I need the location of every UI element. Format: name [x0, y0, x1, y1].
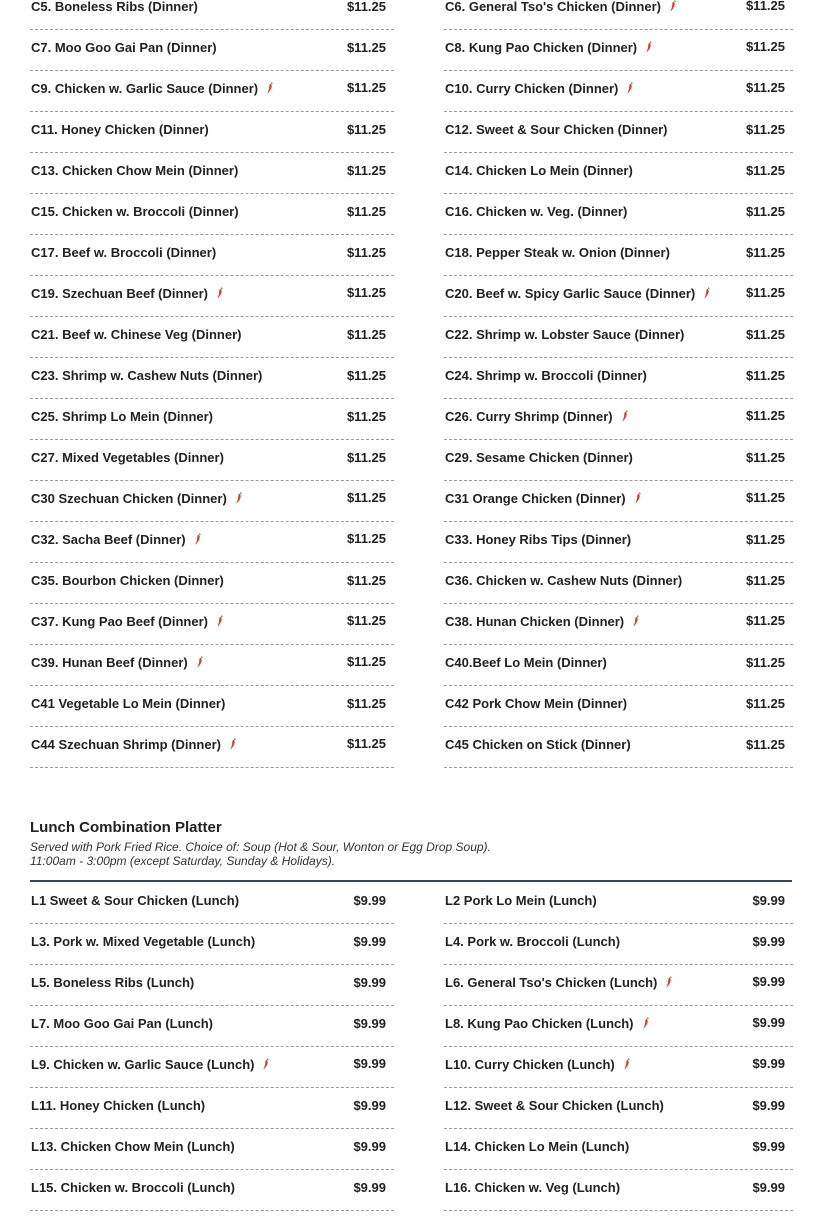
menu-item-price: $9.99	[752, 1180, 785, 1195]
menu-item[interactable]	[444, 276, 793, 317]
menu-item-name[interactable]	[31, 81, 274, 96]
menu-item-name-text: C41 Vegetable Lo Mein (Dinner)	[31, 696, 226, 711]
menu-row	[30, 0, 793, 30]
menu-item-price: $11.25	[346, 450, 386, 465]
menu-item[interactable]	[30, 440, 394, 481]
menu-item-name[interactable]	[445, 614, 640, 629]
menu-item-price: $11.25	[745, 39, 785, 54]
menu-row	[30, 522, 793, 563]
menu-item-name-text: C11. Honey Chicken (Dinner)	[31, 122, 209, 137]
menu-row	[30, 30, 793, 71]
menu-row	[30, 604, 793, 645]
menu-item[interactable]	[30, 522, 394, 563]
menu-item[interactable]	[444, 1047, 793, 1088]
menu-item-price: $11.25	[346, 0, 386, 14]
menu-item-price: $11.25	[745, 163, 785, 178]
menu-item-price: $11.25	[745, 408, 785, 423]
menu-item-name[interactable]	[445, 934, 620, 949]
menu-item-price: $11.25	[745, 490, 785, 505]
menu-item[interactable]	[444, 317, 793, 358]
menu-item-name[interactable]	[445, 1016, 650, 1031]
menu-item-name[interactable]	[445, 368, 647, 383]
menu-item-name[interactable]	[445, 893, 597, 908]
menu-item-name-text: C24. Shrimp w. Broccoli (Dinner)	[445, 368, 647, 383]
menu-item-price: $9.99	[353, 1139, 386, 1154]
menu-item-name-text: L10. Curry Chicken (Lunch)	[445, 1057, 615, 1072]
lunch-section-title: Lunch Combination Platter	[30, 819, 222, 836]
menu-item-name-text: C22. Shrimp w. Lobster Sauce (Dinner)	[445, 327, 685, 342]
menu-item[interactable]	[30, 153, 394, 194]
chili-pepper-icon	[642, 1017, 650, 1029]
menu-item-name[interactable]	[445, 975, 673, 990]
menu-item-price: $11.25	[346, 40, 386, 55]
menu-item-name-text: C45 Chicken on Stick (Dinner)	[445, 737, 631, 752]
menu-item[interactable]	[444, 481, 793, 522]
menu-item-name[interactable]	[445, 696, 627, 711]
menu-item-name-text: C40.Beef Lo Mein (Dinner)	[445, 655, 607, 670]
menu-item[interactable]	[30, 112, 394, 153]
menu-item-name-text: C8. Kung Pao Chicken (Dinner)	[445, 40, 638, 55]
menu-item-price: $9.99	[353, 1016, 386, 1031]
menu-item[interactable]	[30, 71, 394, 112]
menu-item[interactable]	[444, 71, 793, 112]
menu-item-price: $9.99	[752, 1056, 785, 1071]
menu-item-name-text: C7. Moo Goo Gai Pan (Dinner)	[31, 40, 217, 55]
menu-item-price: $11.25	[346, 409, 386, 424]
menu-item[interactable]	[444, 965, 793, 1006]
menu-item-name-text: C44 Szechuan Shrimp (Dinner)	[31, 737, 221, 752]
menu-item[interactable]	[444, 563, 793, 604]
menu-item-name[interactable]	[445, 491, 642, 506]
menu-item-name-text: C6. General Tso's Chicken (Dinner)	[445, 0, 661, 14]
menu-item-price: $11.25	[745, 655, 785, 670]
menu-item[interactable]	[444, 112, 793, 153]
menu-item-price: $11.25	[745, 122, 785, 137]
menu-item-price: $11.25	[346, 204, 386, 219]
menu-item-price: $11.25	[346, 736, 386, 751]
menu-item-price: $11.25	[745, 532, 785, 547]
menu-item[interactable]	[30, 1006, 394, 1047]
menu-item-price: $9.99	[752, 1139, 785, 1154]
chili-pepper-icon	[235, 492, 243, 504]
menu-item-name-text: C31 Orange Chicken (Dinner)	[445, 491, 626, 506]
menu-item-name-text: C9. Chicken w. Garlic Sauce (Dinner)	[31, 81, 259, 96]
menu-item[interactable]	[30, 1088, 394, 1129]
menu-item-name[interactable]	[445, 286, 711, 301]
menu-item-name-text: C20. Beef w. Spicy Garlic Sauce (Dinner)	[445, 286, 696, 301]
menu-item-name-text: C16. Chicken w. Veg. (Dinner)	[445, 204, 628, 219]
menu-item-price: $9.99	[752, 974, 785, 989]
menu-item[interactable]	[30, 1129, 394, 1170]
menu-item-price: $11.25	[745, 80, 785, 95]
menu-row	[30, 317, 793, 358]
menu-item-name[interactable]	[31, 1057, 270, 1072]
menu-item[interactable]	[444, 645, 793, 686]
menu-item-name[interactable]	[31, 655, 204, 670]
menu-item[interactable]	[30, 924, 394, 965]
menu-item[interactable]	[30, 0, 394, 30]
menu-item-price: $11.25	[346, 531, 386, 546]
menu-item-price: $9.99	[353, 975, 386, 990]
menu-row	[30, 71, 793, 112]
menu-item-name[interactable]	[445, 1098, 664, 1113]
menu-item-name-text: C10. Curry Chicken (Dinner)	[445, 81, 619, 96]
menu-item[interactable]	[444, 727, 793, 768]
menu-row	[30, 399, 793, 440]
menu-item-name[interactable]	[31, 491, 243, 506]
menu-item[interactable]	[444, 235, 793, 276]
menu-item-name-text: C37. Kung Pao Beef (Dinner)	[31, 614, 208, 629]
menu-item[interactable]	[444, 522, 793, 563]
menu-item-price: $9.99	[353, 1098, 386, 1113]
menu-row	[30, 965, 793, 1006]
menu-item-name-text: C33. Honey Ribs Tips (Dinner)	[445, 532, 632, 547]
menu-item-price: $11.25	[745, 737, 785, 752]
menu-item-name[interactable]	[445, 737, 631, 752]
menu-item-name[interactable]	[445, 1057, 631, 1072]
menu-item-name-text: C27. Mixed Vegetables (Dinner)	[31, 450, 224, 465]
chili-pepper-icon	[665, 976, 673, 988]
menu-item-name[interactable]	[445, 1139, 629, 1154]
menu-item-name-text: C32. Sacha Beef (Dinner)	[31, 532, 186, 547]
menu-item[interactable]	[30, 727, 394, 768]
menu-row	[30, 440, 793, 481]
menu-item-price: $11.25	[745, 613, 785, 628]
menu-item[interactable]	[30, 481, 394, 522]
chili-pepper-icon	[623, 1058, 631, 1070]
menu-item-name[interactable]	[445, 327, 684, 342]
menu-item-name-text: C36. Chicken w. Cashew Nuts (Dinner)	[445, 573, 683, 588]
menu-item-name-text: L5. Boneless Ribs (Lunch)	[31, 975, 195, 990]
menu-item[interactable]	[444, 1129, 793, 1170]
menu-row	[30, 645, 793, 686]
menu-item[interactable]	[30, 317, 394, 358]
menu-item-price: $9.99	[752, 893, 785, 908]
menu-item-price: $11.25	[745, 450, 785, 465]
menu-item-price: $11.25	[745, 0, 785, 13]
menu-item-name[interactable]	[31, 737, 237, 752]
menu-item[interactable]	[444, 30, 793, 71]
menu-item[interactable]	[30, 276, 394, 317]
menu-item-name[interactable]	[31, 1139, 235, 1154]
menu-item-name-text: L13. Chicken Chow Mein (Lunch)	[31, 1139, 235, 1154]
menu-item-name[interactable]	[445, 122, 668, 137]
menu-item-price: $11.25	[346, 327, 386, 342]
menu-row	[30, 1006, 793, 1047]
menu-item-name[interactable]	[445, 245, 670, 260]
menu-item-name[interactable]	[31, 0, 198, 14]
menu-item[interactable]	[444, 0, 793, 30]
menu-item-name-text: L7. Moo Goo Gai Pan (Lunch)	[31, 1016, 213, 1031]
menu-item-price: $9.99	[752, 934, 785, 949]
menu-item-name-text: L1 Sweet & Sour Chicken (Lunch)	[31, 893, 240, 908]
menu-item-price: $11.25	[346, 613, 386, 628]
menu-item-price: $11.25	[346, 696, 386, 711]
menu-item-name-text: L15. Chicken w. Broccoli (Lunch)	[31, 1180, 235, 1195]
menu-row	[30, 153, 793, 194]
menu-item-name-text: C12. Sweet & Sour Chicken (Dinner)	[445, 122, 668, 137]
menu-item-price: $9.99	[752, 1098, 785, 1113]
menu-item-name-text: L11. Honey Chicken (Lunch)	[31, 1098, 206, 1113]
menu-row	[30, 112, 793, 153]
menu-item-price: $11.25	[346, 122, 386, 137]
menu-item-name-text: C35. Bourbon Chicken (Dinner)	[31, 573, 224, 588]
menu-item-price: $11.25	[346, 573, 386, 588]
menu-item-name-text: L14. Chicken Lo Mein (Lunch)	[445, 1139, 630, 1154]
menu-item-name-text: L6. General Tso's Chicken (Lunch)	[445, 975, 658, 990]
menu-item-name[interactable]	[445, 655, 607, 670]
menu-item-name[interactable]	[31, 204, 239, 219]
menu-item-name[interactable]	[31, 532, 202, 547]
menu-item[interactable]	[30, 965, 394, 1006]
menu-item[interactable]	[444, 194, 793, 235]
menu-item[interactable]	[30, 30, 394, 71]
chili-pepper-icon	[194, 533, 202, 545]
menu-item-name[interactable]	[31, 286, 224, 301]
menu-item[interactable]	[30, 399, 394, 440]
menu-item-name[interactable]	[445, 1180, 620, 1195]
menu-item-name[interactable]	[31, 450, 224, 465]
menu-item-price: $11.25	[346, 368, 386, 383]
chili-pepper-icon	[634, 492, 642, 504]
menu-item-price: $9.99	[353, 1056, 386, 1071]
menu-item-price: $11.25	[745, 204, 785, 219]
menu-item-name-text: C15. Chicken w. Broccoli (Dinner)	[31, 204, 239, 219]
menu-item[interactable]	[444, 358, 793, 399]
menu-item-price: $11.25	[346, 654, 386, 669]
menu-item[interactable]	[444, 604, 793, 645]
menu-row	[30, 1047, 793, 1088]
menu-item[interactable]	[444, 883, 793, 924]
menu-item[interactable]	[30, 1047, 394, 1088]
menu-item[interactable]	[30, 194, 394, 235]
lunch-section-description	[30, 840, 491, 868]
menu-item-name-text: C5. Boneless Ribs (Dinner)	[31, 0, 198, 14]
menu-item[interactable]	[444, 399, 793, 440]
menu-item[interactable]	[30, 1170, 394, 1211]
menu-item-price: $11.25	[346, 490, 386, 505]
menu-item-price: $11.25	[745, 696, 785, 711]
menu-item[interactable]	[444, 1088, 793, 1129]
menu-item-name[interactable]	[445, 532, 631, 547]
menu-item[interactable]	[30, 563, 394, 604]
menu-item-price: $11.25	[745, 573, 785, 588]
menu-row	[30, 686, 793, 727]
menu-item-name[interactable]	[31, 122, 209, 137]
menu-item-name[interactable]	[31, 1180, 235, 1195]
menu-item-name-text: C26. Curry Shrimp (Dinner)	[445, 409, 613, 424]
menu-item-name-text: C38. Hunan Chicken (Dinner)	[445, 614, 625, 629]
menu-item-name-text: C29. Sesame Chicken (Dinner)	[445, 450, 633, 465]
menu-item-name-text: L2 Pork Lo Mein (Lunch)	[445, 893, 597, 908]
menu-item-name[interactable]	[31, 163, 238, 178]
menu-row	[30, 1170, 793, 1211]
chili-pepper-icon	[626, 82, 634, 94]
menu-item-name[interactable]	[445, 450, 633, 465]
menu-item-name-text: C13. Chicken Chow Mein (Dinner)	[31, 163, 239, 178]
menu-row	[30, 481, 793, 522]
menu-item-name-text: C21. Beef w. Chinese Veg (Dinner)	[31, 327, 242, 342]
menu-item-name[interactable]	[445, 573, 682, 588]
chili-pepper-icon	[632, 615, 640, 627]
menu-item-name-text: C14. Chicken Lo Mein (Dinner)	[445, 163, 633, 178]
menu-item-name[interactable]	[31, 40, 217, 55]
menu-item-name[interactable]	[31, 573, 224, 588]
menu-item-price: $11.25	[346, 245, 386, 260]
menu-row	[30, 924, 793, 965]
chili-pepper-icon	[262, 1058, 270, 1070]
menu-item-name[interactable]	[445, 409, 629, 424]
menu-item-name-text: C17. Beef w. Broccoli (Dinner)	[31, 245, 217, 260]
menu-item-name[interactable]	[31, 696, 225, 711]
menu-item-name[interactable]	[31, 327, 241, 342]
chili-pepper-icon	[703, 287, 711, 299]
menu-item-name-text: C18. Pepper Steak w. Onion (Dinner)	[445, 245, 670, 260]
menu-item-name-text: L9. Chicken w. Garlic Sauce (Lunch)	[31, 1057, 255, 1072]
menu-item-name[interactable]	[31, 368, 262, 383]
menu-row	[30, 727, 793, 768]
menu-item-price: $9.99	[752, 1015, 785, 1030]
menu-item-name-text: C23. Shrimp w. Cashew Nuts (Dinner)	[31, 368, 263, 383]
menu-item-price: $11.25	[745, 245, 785, 260]
menu-row	[30, 563, 793, 604]
menu-item-price: $11.25	[745, 327, 785, 342]
menu-row	[30, 276, 793, 317]
menu-item-price: $11.25	[346, 163, 386, 178]
chili-pepper-icon	[229, 738, 237, 750]
menu-item-name[interactable]	[445, 163, 633, 178]
menu-item[interactable]	[444, 686, 793, 727]
menu-item-name[interactable]	[31, 1016, 213, 1031]
menu-item[interactable]	[30, 645, 394, 686]
menu-item-name-text: L12. Sweet & Sour Chicken (Lunch)	[445, 1098, 664, 1113]
menu-item-name[interactable]	[31, 1098, 205, 1113]
menu-item-price: $9.99	[353, 934, 386, 949]
menu-row	[30, 235, 793, 276]
menu-row	[30, 194, 793, 235]
menu-item-name[interactable]	[31, 893, 239, 908]
chili-pepper-icon	[669, 0, 677, 12]
menu-item-name[interactable]	[31, 614, 224, 629]
menu-item-price: $11.25	[745, 368, 785, 383]
menu-item-name-text: L3. Pork w. Mixed Vegetable (Lunch)	[31, 934, 256, 949]
menu-item-price: $11.25	[346, 285, 386, 300]
menu-row	[30, 883, 793, 924]
menu-item-price: $11.25	[346, 80, 386, 95]
menu-item-price: $11.25	[745, 285, 785, 300]
menu-item[interactable]	[444, 1170, 793, 1211]
menu-item[interactable]	[444, 440, 793, 481]
menu-item-name[interactable]	[445, 204, 627, 219]
menu-row	[30, 358, 793, 399]
menu-item[interactable]	[30, 235, 394, 276]
menu-item[interactable]	[30, 883, 394, 924]
menu-item-name[interactable]	[31, 934, 255, 949]
menu-item-name-text: L4. Pork w. Broccoli (Lunch)	[445, 934, 621, 949]
chili-pepper-icon	[645, 41, 653, 53]
lunch-hours-line: 11:00am - 3:00pm (except Saturday, Sunday & Holidays).	[30, 854, 336, 868]
menu-item-name[interactable]	[445, 0, 677, 14]
menu-item-price: $9.99	[353, 1180, 386, 1195]
menu-item-name-text: C19. Szechuan Beef (Dinner)	[31, 286, 208, 301]
menu-item-name-text: L16. Chicken w. Veg (Lunch)	[445, 1180, 621, 1195]
menu-row	[30, 1088, 793, 1129]
chili-pepper-icon	[196, 656, 204, 668]
menu-item-name-text: C30 Szechuan Chicken (Dinner)	[31, 491, 227, 506]
chili-pepper-icon	[621, 410, 629, 422]
menu-item-name[interactable]	[445, 40, 653, 55]
menu-item[interactable]	[444, 153, 793, 194]
menu-item-price: $9.99	[353, 893, 386, 908]
menu-item-name[interactable]	[31, 975, 194, 990]
menu-item-name-text: L8. Kung Pao Chicken (Lunch)	[445, 1016, 634, 1031]
menu-item[interactable]	[30, 686, 394, 727]
menu-row	[30, 1129, 793, 1170]
menu-item-name[interactable]	[31, 245, 216, 260]
menu-item-name[interactable]	[445, 81, 634, 96]
menu-item-name-text: C39. Hunan Beef (Dinner)	[31, 655, 188, 670]
lunch-description-line: Served with Pork Fried Rice. Choice of: Soup (Hot & Sour, Wonton or Egg Drop Soup).	[30, 840, 491, 854]
menu-item[interactable]	[30, 358, 394, 399]
chili-pepper-icon	[266, 82, 274, 94]
section-divider	[30, 880, 792, 882]
menu-item[interactable]	[444, 1006, 793, 1047]
menu-item[interactable]	[444, 924, 793, 965]
menu-item[interactable]	[30, 604, 394, 645]
menu-item-name-text: C25. Shrimp Lo Mein (Dinner)	[31, 409, 214, 424]
menu-item-name[interactable]	[31, 409, 213, 424]
menu-item-name-text: C42 Pork Chow Mein (Dinner)	[445, 696, 628, 711]
chili-pepper-icon	[216, 287, 224, 299]
chili-pepper-icon	[216, 615, 224, 627]
